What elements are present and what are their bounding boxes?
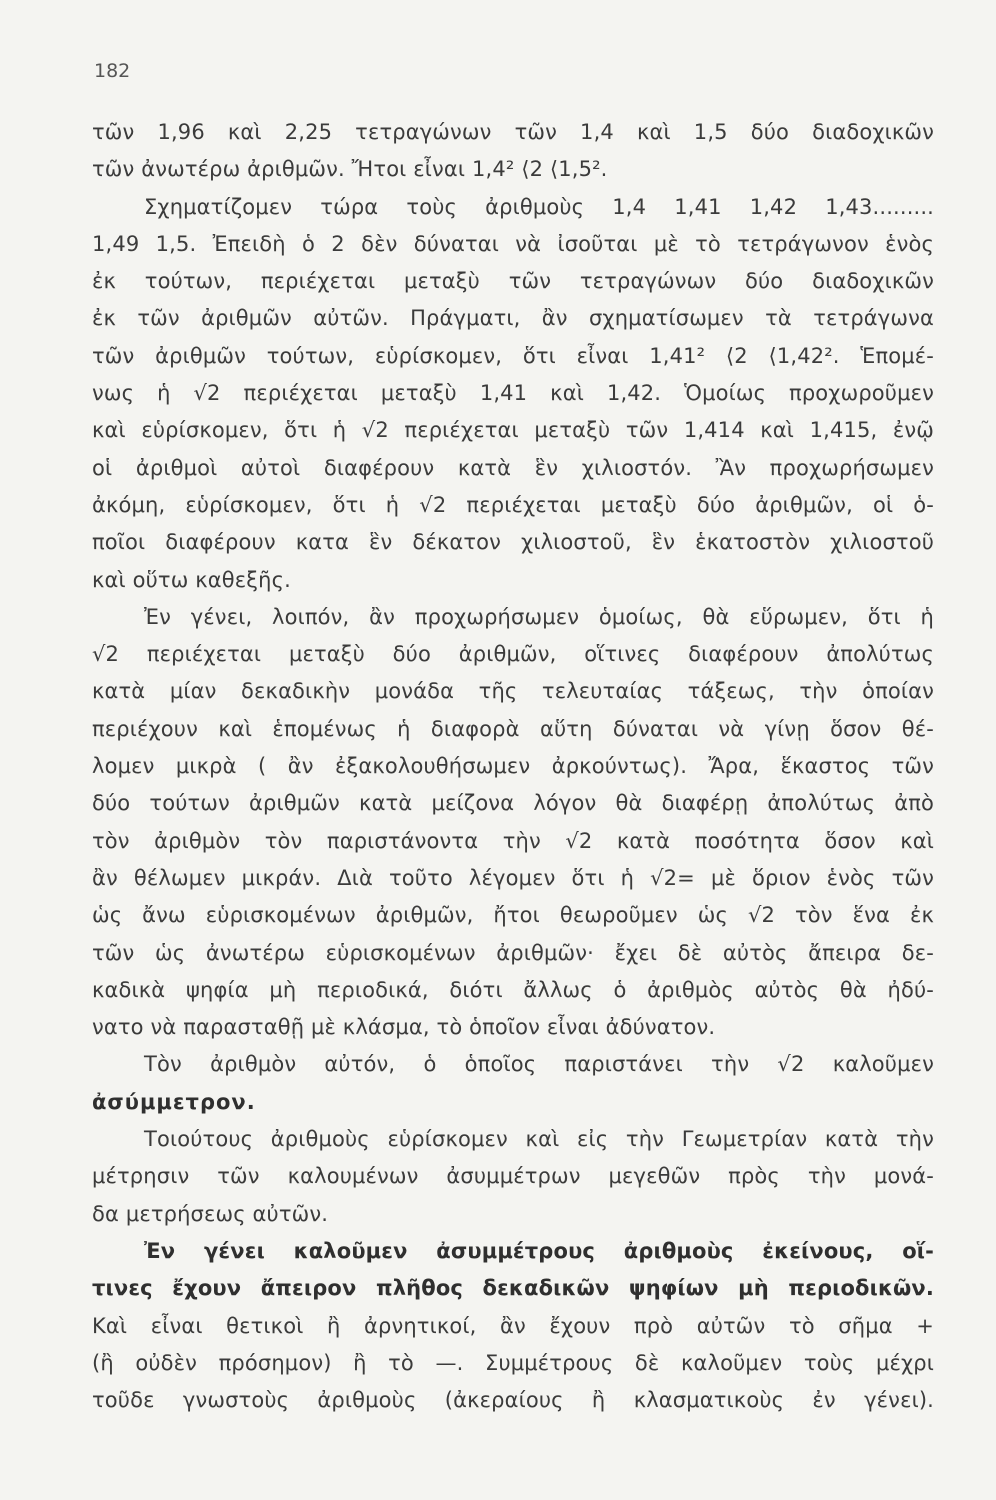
text-line: 1,49 1,5. Ἐπειδὴ ὁ 2 δὲν δύναται νὰ ἰσοῦται μὲ τὸ τετράγωνον ἑνὸς [92,231,934,256]
text-line: ἐκ τῶν ἀριθμῶν αὐτῶν. Πράγματι, ἂν σχηματίσωμεν τὰ τετράγωνα [92,306,934,331]
body-text [92,114,934,1419]
text-line: ποῖοι διαφέρουν κατα ἓν δέκατον χιλιοστοῦ, ἓν ἑκατοστὸν χιλιοστοῦ [92,530,934,555]
text-line: τὸν ἀριθμὸν τὸν παριστάνοντα τὴν √2 κατὰ ποσότητα ὅσον καὶ [92,828,934,853]
text-line: τῶν 1,96 καὶ 2,25 τετραγώνων τῶν 1,4 καὶ 1,5 δύο διαδοχικῶν [92,120,934,144]
text-line: τῶν ἀριθμῶν τούτων, εὑρίσκομεν, ὅτι εἶναι 1,41² ⟨2 ⟨1,42². Ἑπομέ- [92,343,934,368]
text-line: Τοιούτους ἀριθμοὺς εὑρίσκομεν καὶ εἰς τὴν Γεωμετρίαν κατὰ τὴν [144,1127,934,1152]
text-line-definition: Ἐν γένει καλοῦμεν ἀσυμμέτρους ἀριθμοὺς ἐκείνους, οἵ- [144,1238,934,1263]
text-line: καὶ εὑρίσκομεν, ὅτι ἡ √2 περιέχεται μεταξὺ τῶν 1,414 καὶ 1,415, ἐνῷ [92,418,934,443]
text-line: περιέχουν καὶ ἑπομένως ἡ διαφορὰ αὕτη δύναται νὰ γίνῃ ὅσον θέ- [92,716,934,741]
text-line: νατο νὰ παρασταθῇ μὲ κλάσμα, τὸ ὁποῖον εἶναι ἀδύνατον. [92,1015,716,1040]
text-line: Ἐν γένει, λοιπόν, ἂν προχωρήσωμεν ὁμοίως, θὰ εὕρωμεν, ὅτι ἡ [144,604,934,629]
text-line: οἱ ἀριθμοὶ αὐτοὶ διαφέρουν κατὰ ἓν χιλιοστόν. Ἂν προχωρήσωμεν [92,455,934,480]
text-line-definition: τινες ἔχουν ἄπειρον πλῆθος δεκαδικῶν ψηφίων μὴ περιοδικῶν. [92,1276,934,1301]
text-line: √2 περιέχεται μεταξὺ δύο ἀριθμῶν, οἵτινες διαφέρουν ἀπολύτως [92,642,934,667]
text-line: νως ἡ √2 περιέχεται μεταξὺ 1,41 καὶ 1,42. Ὁμοίως προχωροῦμεν [92,381,934,406]
text-line: τῶν ἀνωτέρω ἀριθμῶν. Ἤτοι εἶναι 1,4² ⟨2 ⟨1,5². [92,157,608,182]
text-line: ἐκ τούτων, περιέχεται μεταξὺ τῶν τετραγώνων δύο διαδοχικῶν [92,269,934,294]
text-line: τοῦδε γνωστοὺς ἀριθμοὺς (ἀκεραίους ἢ κλασματικοὺς ἐν γένει). [92,1388,934,1413]
text-line: τῶν ὡς ἀνωτέρω εὑρισκομένων ἀριθμῶν· ἔχει δὲ αὐτὸς ἄπειρα δε- [92,940,934,965]
text-line: μέτρησιν τῶν καλουμένων ἀσυμμέτρων μεγεθῶν πρὸς τὴν μονά- [92,1164,934,1189]
text-line: Σχηματίζομεν τώρα τοὺς ἀριθμοὺς 1,4 1,41 1,42 1,43......... [144,194,934,219]
text-line: λομεν μικρὰ ( ἂν ἐξακολουθήσωμεν ἀρκούντως). Ἄρα, ἕκαστος τῶν [92,754,934,779]
text-line-term: ἀσύμμετρον. [92,1089,256,1114]
text-line: Τὸν ἀριθμὸν αὐτόν, ὁ ὁποῖος παριστάνει τὴν √2 καλοῦμεν [144,1052,934,1077]
text-line: (ἢ οὐδὲν πρόσημον) ἢ τὸ —. Συμμέτρους δὲ καλοῦμεν τοὺς μέχρι [92,1350,934,1375]
text-line: κατὰ μίαν δεκαδικὴν μονάδα τῆς τελευταίας τάξεως, τὴν ὁποίαν [92,679,934,704]
text-line: καὶ οὕτω καθεξῆς. [92,567,291,592]
text-line: ὡς ἄνω εὑρισκομένων ἀριθμῶν, ἤτοι θεωροῦμεν ὡς √2 τὸν ἕνα ἐκ [92,903,934,928]
text-line: καδικὰ ψηφία μὴ περιοδικά, διότι ἄλλως ὁ ἀριθμὸς αὐτὸς θὰ ἠδύ- [92,977,934,1002]
text-line: δα μετρήσεως αὐτῶν. [92,1201,329,1226]
text-line: δύο τούτων ἀριθμῶν κατὰ μείζονα λόγον θὰ διαφέρῃ ἀπολύτως ἀπὸ [92,791,934,816]
text-line: ἂν θέλωμεν μικράν. Διὰ τοῦτο λέγομεν ὅτι ἡ √2= μὲ ὅριον ἑνὸς τῶν [92,865,934,890]
text-line: ἀκόμη, εὑρίσκομεν, ὅτι ἡ √2 περιέχεται μεταξὺ δύο ἀριθμῶν, οἱ ὁ- [92,492,934,517]
page-number: 182 [94,60,131,82]
text-line: Καὶ εἶναι θετικοὶ ἢ ἀρνητικοί, ἂν ἔχουν πρὸ αὐτῶν τὸ σῆμα + [92,1313,934,1338]
